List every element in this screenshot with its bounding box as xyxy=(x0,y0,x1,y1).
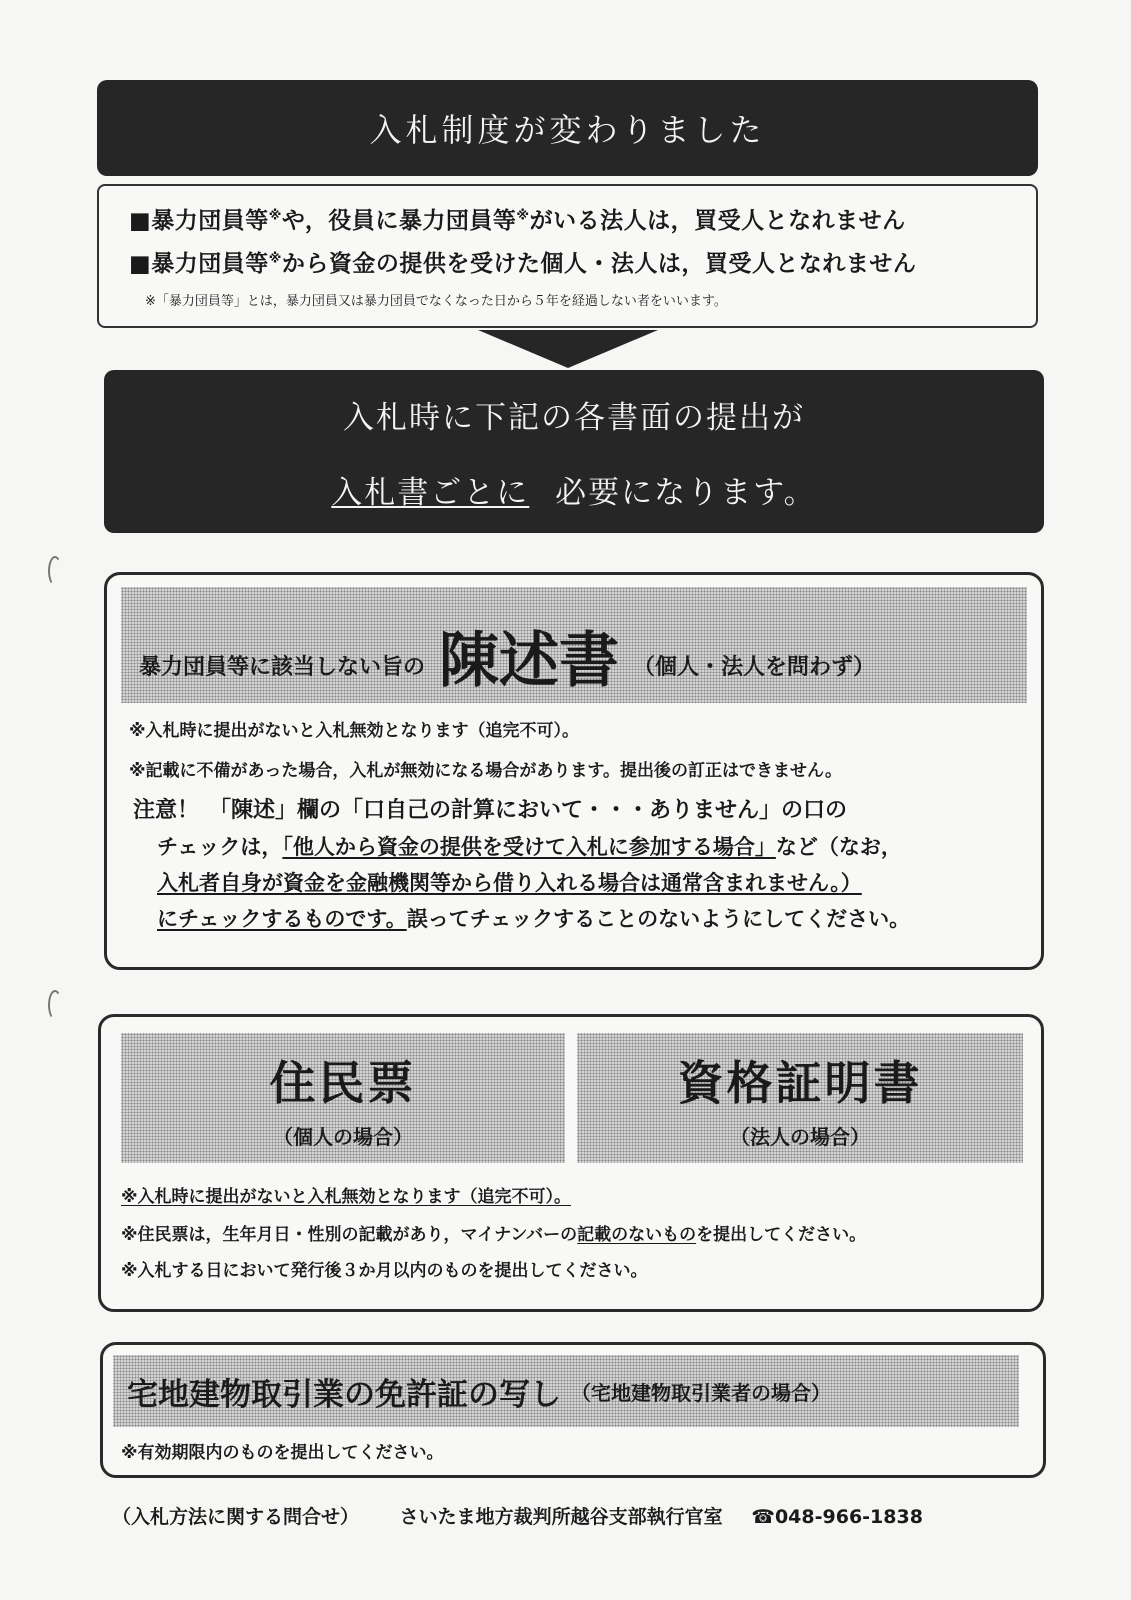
qualification-title: 資格証明書 xyxy=(677,1056,923,1110)
resident-card-panel xyxy=(121,1033,565,1163)
caution-line-4: にチェックするものです。誤ってチェックすることのないようにしてください。 xyxy=(157,907,911,931)
binder-hole-icon xyxy=(48,556,62,586)
office-name: さいたま地方裁判所越谷支部執行官室 xyxy=(399,1506,723,1528)
documents-section xyxy=(98,1014,1044,1312)
caution-line-1: 注意！ 「陳述」欄の「口自己の計算において・・・ありません」の口の xyxy=(133,798,848,823)
statement-suffix: （個人・法人を問わず） xyxy=(633,655,876,680)
ineligibility-line-1: ■暴力団員等※や，役員に暴力団員等※がいる法人は，買受人となれません xyxy=(129,208,906,234)
license-section xyxy=(100,1342,1046,1478)
requirement-emphasis: 入札書ごとに xyxy=(331,474,530,511)
documents-note-1: ※入札時に提出がないと入札無効となります（追完不可）。 xyxy=(121,1187,572,1207)
requirement-banner xyxy=(104,370,1044,533)
footer xyxy=(112,1502,923,1529)
qualification-panel xyxy=(577,1033,1023,1163)
documents-note-3: ※入札する日において発行後３か月以内のものを提出してください。 xyxy=(121,1261,648,1281)
resident-card-sub: （個人の場合） xyxy=(273,1125,413,1149)
header-title: 入札制度が変わりました xyxy=(369,111,766,149)
resident-card-title: 住民票 xyxy=(269,1056,417,1110)
requirement-line-2: 入札書ごとに 必要になります。 xyxy=(331,474,817,511)
phone-number: 048-966-1838 xyxy=(774,1506,923,1528)
inquiry-label: （入札方法に関する問合せ） xyxy=(112,1506,360,1528)
caution-label: 注意！ xyxy=(133,798,200,823)
down-arrow-icon xyxy=(478,330,658,368)
requirement-line-1: 入札時に下記の各書面の提出が xyxy=(343,399,805,436)
ineligibility-footnote: ※「暴力団員等」とは，暴力団員又は暴力団員でなくなった日から５年を経過しない者をいいます。 xyxy=(145,294,727,309)
ineligibility-box xyxy=(97,184,1038,328)
qualification-sub: （法人の場合） xyxy=(730,1125,870,1149)
statement-note-2: ※記載に不備があった場合，入札が無効になる場合があります。提出後の訂正はできません。 xyxy=(129,761,843,781)
header-banner xyxy=(97,80,1038,176)
license-header xyxy=(113,1355,1019,1427)
binder-hole-icon xyxy=(48,990,62,1020)
documents-note-2: ※住民票は，生年月日・性別の記載があり，マイナンバーの記載のないものを提出してください。 xyxy=(121,1225,867,1245)
statement-prefix: 暴力団員等に該当しない旨の xyxy=(139,655,426,680)
caution-line-3: 入札者自身が資金を金融機関等から借り入れる場合は通常含まれません。） xyxy=(157,871,862,895)
statement-header xyxy=(121,587,1027,703)
caution-line-2: チェックは，「他人から資金の提供を受けて入札に参加する場合」など（なお， xyxy=(157,835,902,859)
phone-icon: ☎ xyxy=(751,1506,775,1528)
ineligibility-line-2: ■暴力団員等※から資金の提供を受けた個人・法人は，買受人となれません xyxy=(129,251,917,277)
statement-note-1: ※入札時に提出がないと入札無効となります（追完不可）。 xyxy=(129,721,580,741)
statement-title: 陳述書 xyxy=(439,626,620,696)
license-note: ※有効期限内のものを提出してください。 xyxy=(121,1443,444,1463)
license-sub: （宅地建物取引業者の場合） xyxy=(571,1380,831,1405)
license-title: 宅地建物取引業の免許証の写し xyxy=(127,1376,561,1413)
statement-section xyxy=(104,572,1044,970)
